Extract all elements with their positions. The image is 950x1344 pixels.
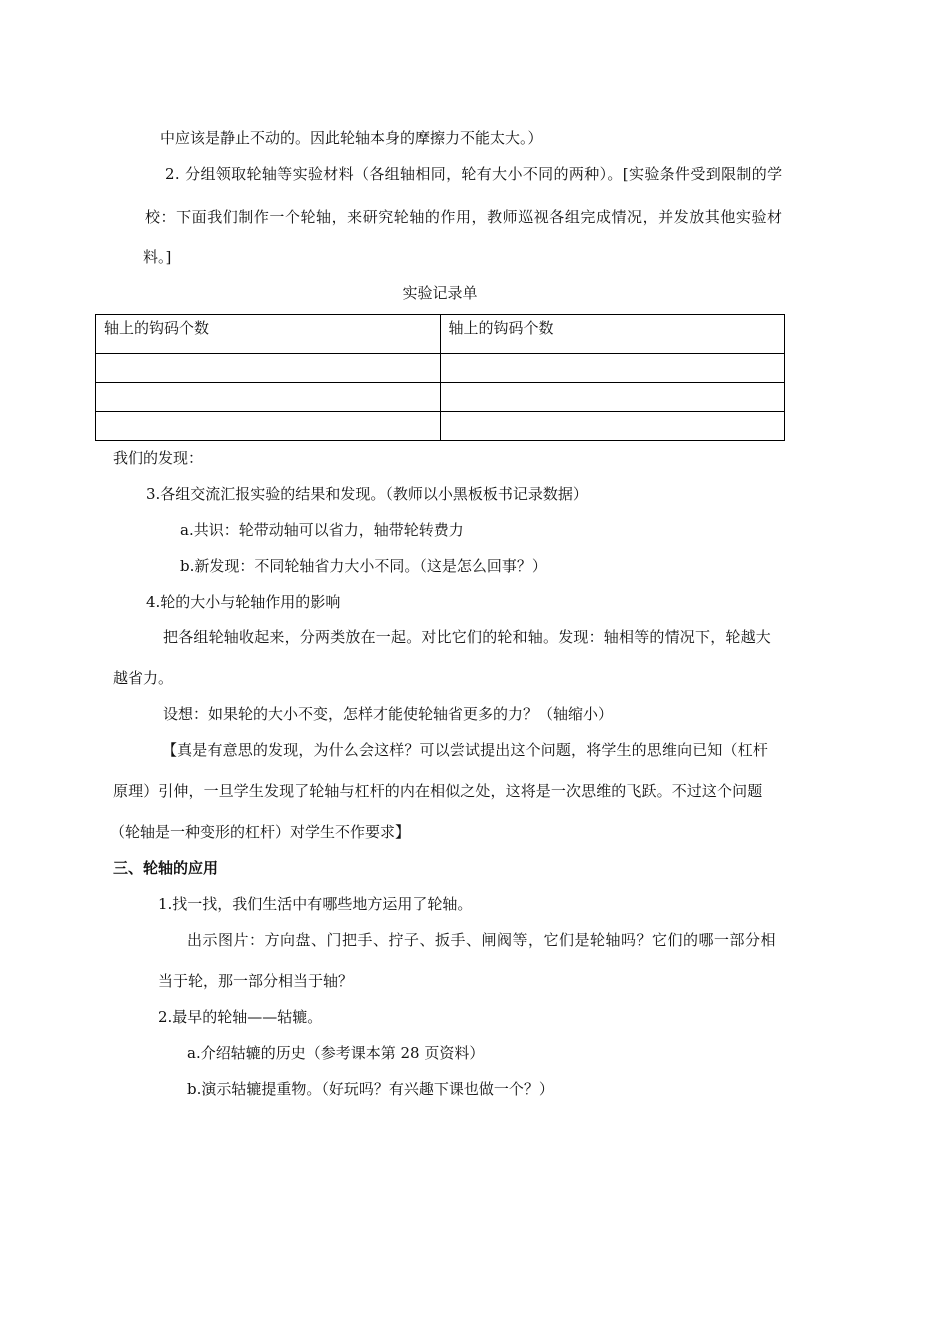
text-line: b.演示轱辘提重物。（好玩吗？有兴趣下课也做一个？） bbox=[187, 1080, 554, 1098]
table-row bbox=[96, 412, 785, 441]
table-row bbox=[96, 354, 785, 383]
table-header-cell: 轴上的钩码个数 bbox=[440, 315, 785, 354]
table-cell bbox=[440, 412, 785, 441]
table-cell bbox=[440, 354, 785, 383]
text-line: 料。] bbox=[143, 248, 172, 266]
text-line: 1.找一找，我们生活中有哪些地方运用了轮轴。 bbox=[158, 895, 473, 913]
table-cell bbox=[96, 354, 441, 383]
text-line: 2.最早的轮轴——轱辘。 bbox=[158, 1008, 323, 1026]
text-line: 中应该是静止不动的。因此轮轴本身的摩擦力不能太大。） bbox=[160, 129, 543, 147]
record-table bbox=[95, 314, 785, 441]
text-line: 2. 分组领取轮轴等实验材料（各组轴相同，轮有大小不同的两种）。[实验条件受到限制的学 bbox=[165, 165, 783, 183]
table-row bbox=[96, 383, 785, 412]
table-cell bbox=[96, 412, 441, 441]
text-line: a.介绍轱辘的历史（参考课本第 28 页资料） bbox=[187, 1044, 485, 1062]
table-cell bbox=[96, 383, 441, 412]
text-line: 设想：如果轮的大小不变，怎样才能使轮轴省更多的力？（轴缩小） bbox=[163, 705, 614, 723]
table-cell bbox=[440, 383, 785, 412]
text-line: 校：下面我们制作一个轮轴，来研究轮轴的作用，教师巡视各组完成情况，并发放其他实验材 bbox=[145, 208, 783, 226]
text-line: 把各组轮轴收起来，分两类放在一起。对比它们的轮和轴。发现：轴相等的情况下，轮越大 bbox=[163, 628, 772, 646]
text-line: b.新发现：不同轮轴省力大小不同。（这是怎么回事？） bbox=[180, 557, 547, 575]
text-line: 出示图片：方向盘、门把手、拧子、扳手、闸阀等，它们是轮轴吗？它们的哪一部分相 bbox=[187, 931, 777, 949]
section-heading: 三、轮轴的应用 bbox=[113, 859, 219, 877]
text-line: 4.轮的大小与轮轴作用的影响 bbox=[146, 593, 341, 611]
text-line: 当于轮，那一部分相当于轴？ bbox=[158, 972, 354, 990]
text-line: （轮轴是一种变形的杠杆）对学生不作要求】 bbox=[110, 823, 411, 841]
text-line: a.共识：轮带动轴可以省力，轴带轮转费力 bbox=[180, 521, 464, 539]
text-line: 越省力。 bbox=[113, 669, 174, 687]
table-header-row bbox=[96, 315, 785, 354]
table-title: 实验记录单 bbox=[402, 284, 478, 302]
table-header-cell: 轴上的钩码个数 bbox=[96, 315, 441, 354]
text-line: 3.各组交流汇报实验的结果和发现。（教师以小黑板板书记录数据） bbox=[146, 485, 588, 503]
text-line: 【真是有意思的发现，为什么会这样？可以尝试提出这个问题，将学生的思维向已知（杠杆 bbox=[162, 741, 769, 759]
text-line: 原理）引伸，一旦学生发现了轮轴与杠杆的内在相似之处，这将是一次思维的飞跃。不过这个问题 bbox=[113, 782, 763, 800]
text-line: 我们的发现： bbox=[113, 449, 204, 467]
